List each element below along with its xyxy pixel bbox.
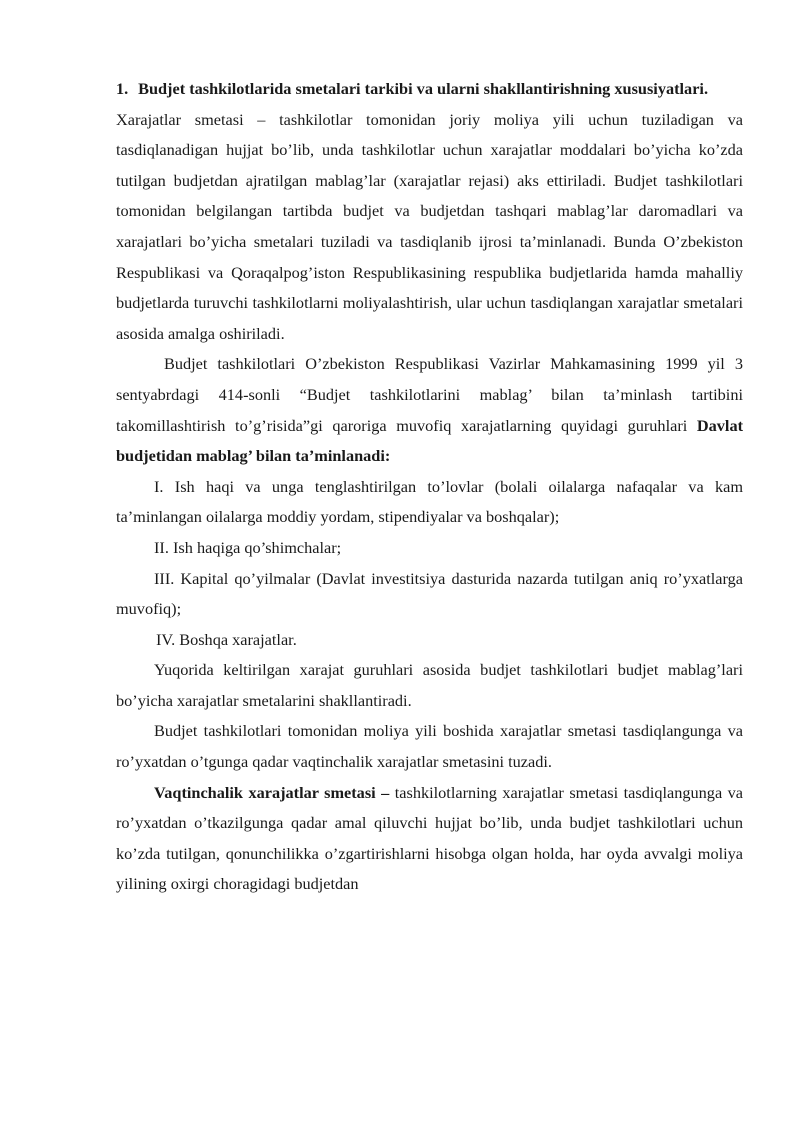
paragraph-resolution: [116, 349, 743, 471]
list-item-group-1: I. Ish haqi va unga tenglashtirilgan to’lovlar (bolali oilalarga nafaqalar va kam ta’minlangan oilalarga moddiy yordam, stipendiyalar va boshqalar);: [116, 476, 743, 527]
resolution-bold-text: Davlat budjetidan mablag’ bilan ta’minlanadi:: [116, 415, 743, 466]
paragraph-estimate-definition: Xarajatlar smetasi – tashkilotlar tomonidan joriy moliya yili uchun tuziladigan va tasdiqlanadigan hujjat bo’lib, unda tashkilotlar uchun xarajatlar moddalari bo’yicha ko’zda tutilgan budjetdan ajratilgan mablag’lar (xarajatlar rejasi) aks ettiriladi. Budjet tashkilotlari tomonidan belgilangan tartibda budjet va budjetdan tashqari mablag’lar daromadlari va xarajatlari bo’yicha smetalari tuziladi va tasdiqlanib ijrosi ta’minlanadi. Bunda O’zbekiston Respublikasi va Qoraqalpog’iston Respublikasining respublika budjetlarida hamda mahalliy budjetlarda turuvchi tashkilotlarni moliyalashtirish, ular uchun tasdiqlangan xarajatlar smetalari asosida amalga oshiriladi.: [116, 109, 743, 343]
heading-number: 1.: [116, 79, 129, 98]
temporary-estimate-term: Vaqtinchalik xarajatlar smetasi –: [154, 782, 390, 802]
document-page: [116, 74, 743, 900]
list-item-group-3: III. Kapital qo’yilmalar (Davlat investitsiya dasturida nazarda tutilgan aniq ro’yxatlarga muvofiq);: [116, 568, 743, 619]
paragraph-temporary-definition: [116, 778, 743, 900]
list-item-group-4: IV. Boshqa xarajatlar.: [156, 629, 297, 649]
temporary-estimate-text: tashkilotlarning xarajatlar smetasi tasdiqlangunga va ro’yxatdan o’tkazilgunga qadar amal qiluvchi hujjat bo’lib, unda budjet tashkilotlari uchun ko’zda tutilgan, qonunchilikka o’zgartirishlarni hisobga olgan holda, har oyda avvalgi moliya yilining oxirgi choragidagi budjetdan: [116, 782, 744, 894]
section-heading: [116, 74, 743, 105]
list-item-group-2: II. Ish haqiga qo’shimchalar;: [154, 537, 342, 557]
paragraph-temporary-estimate: Budjet tashkilotlari tomonidan moliya yili boshida xarajatlar smetasi tasdiqlangunga va ro’yxatdan o’tgunga qadar vaqtinchalik xarajatlar smetasini tuzadi.: [116, 721, 743, 772]
resolution-text: Budjet tashkilotlari O’zbekiston Respublikasi Vazirlar Mahkamasining 1999 yil 3 sentyabrdagi 414-sonli “Budjet tashkilotlarini mablag’ bilan ta’minlash tartibini takomillashtirish to’g’risida”gi qaroriga muvofiq xarajatlarning quyidagi guruhlari: [116, 354, 743, 435]
heading-text: Budjet tashkilotlarida smetalari tarkibi va ularni shakllantirishning xususiyatlari.: [138, 79, 709, 98]
paragraph-formation: Yuqorida keltirilgan xarajat guruhlari asosida budjet tashkilotlari budjet mablag’lari bo’yicha xarajatlar smetalarini shakllantiradi.: [116, 660, 743, 710]
